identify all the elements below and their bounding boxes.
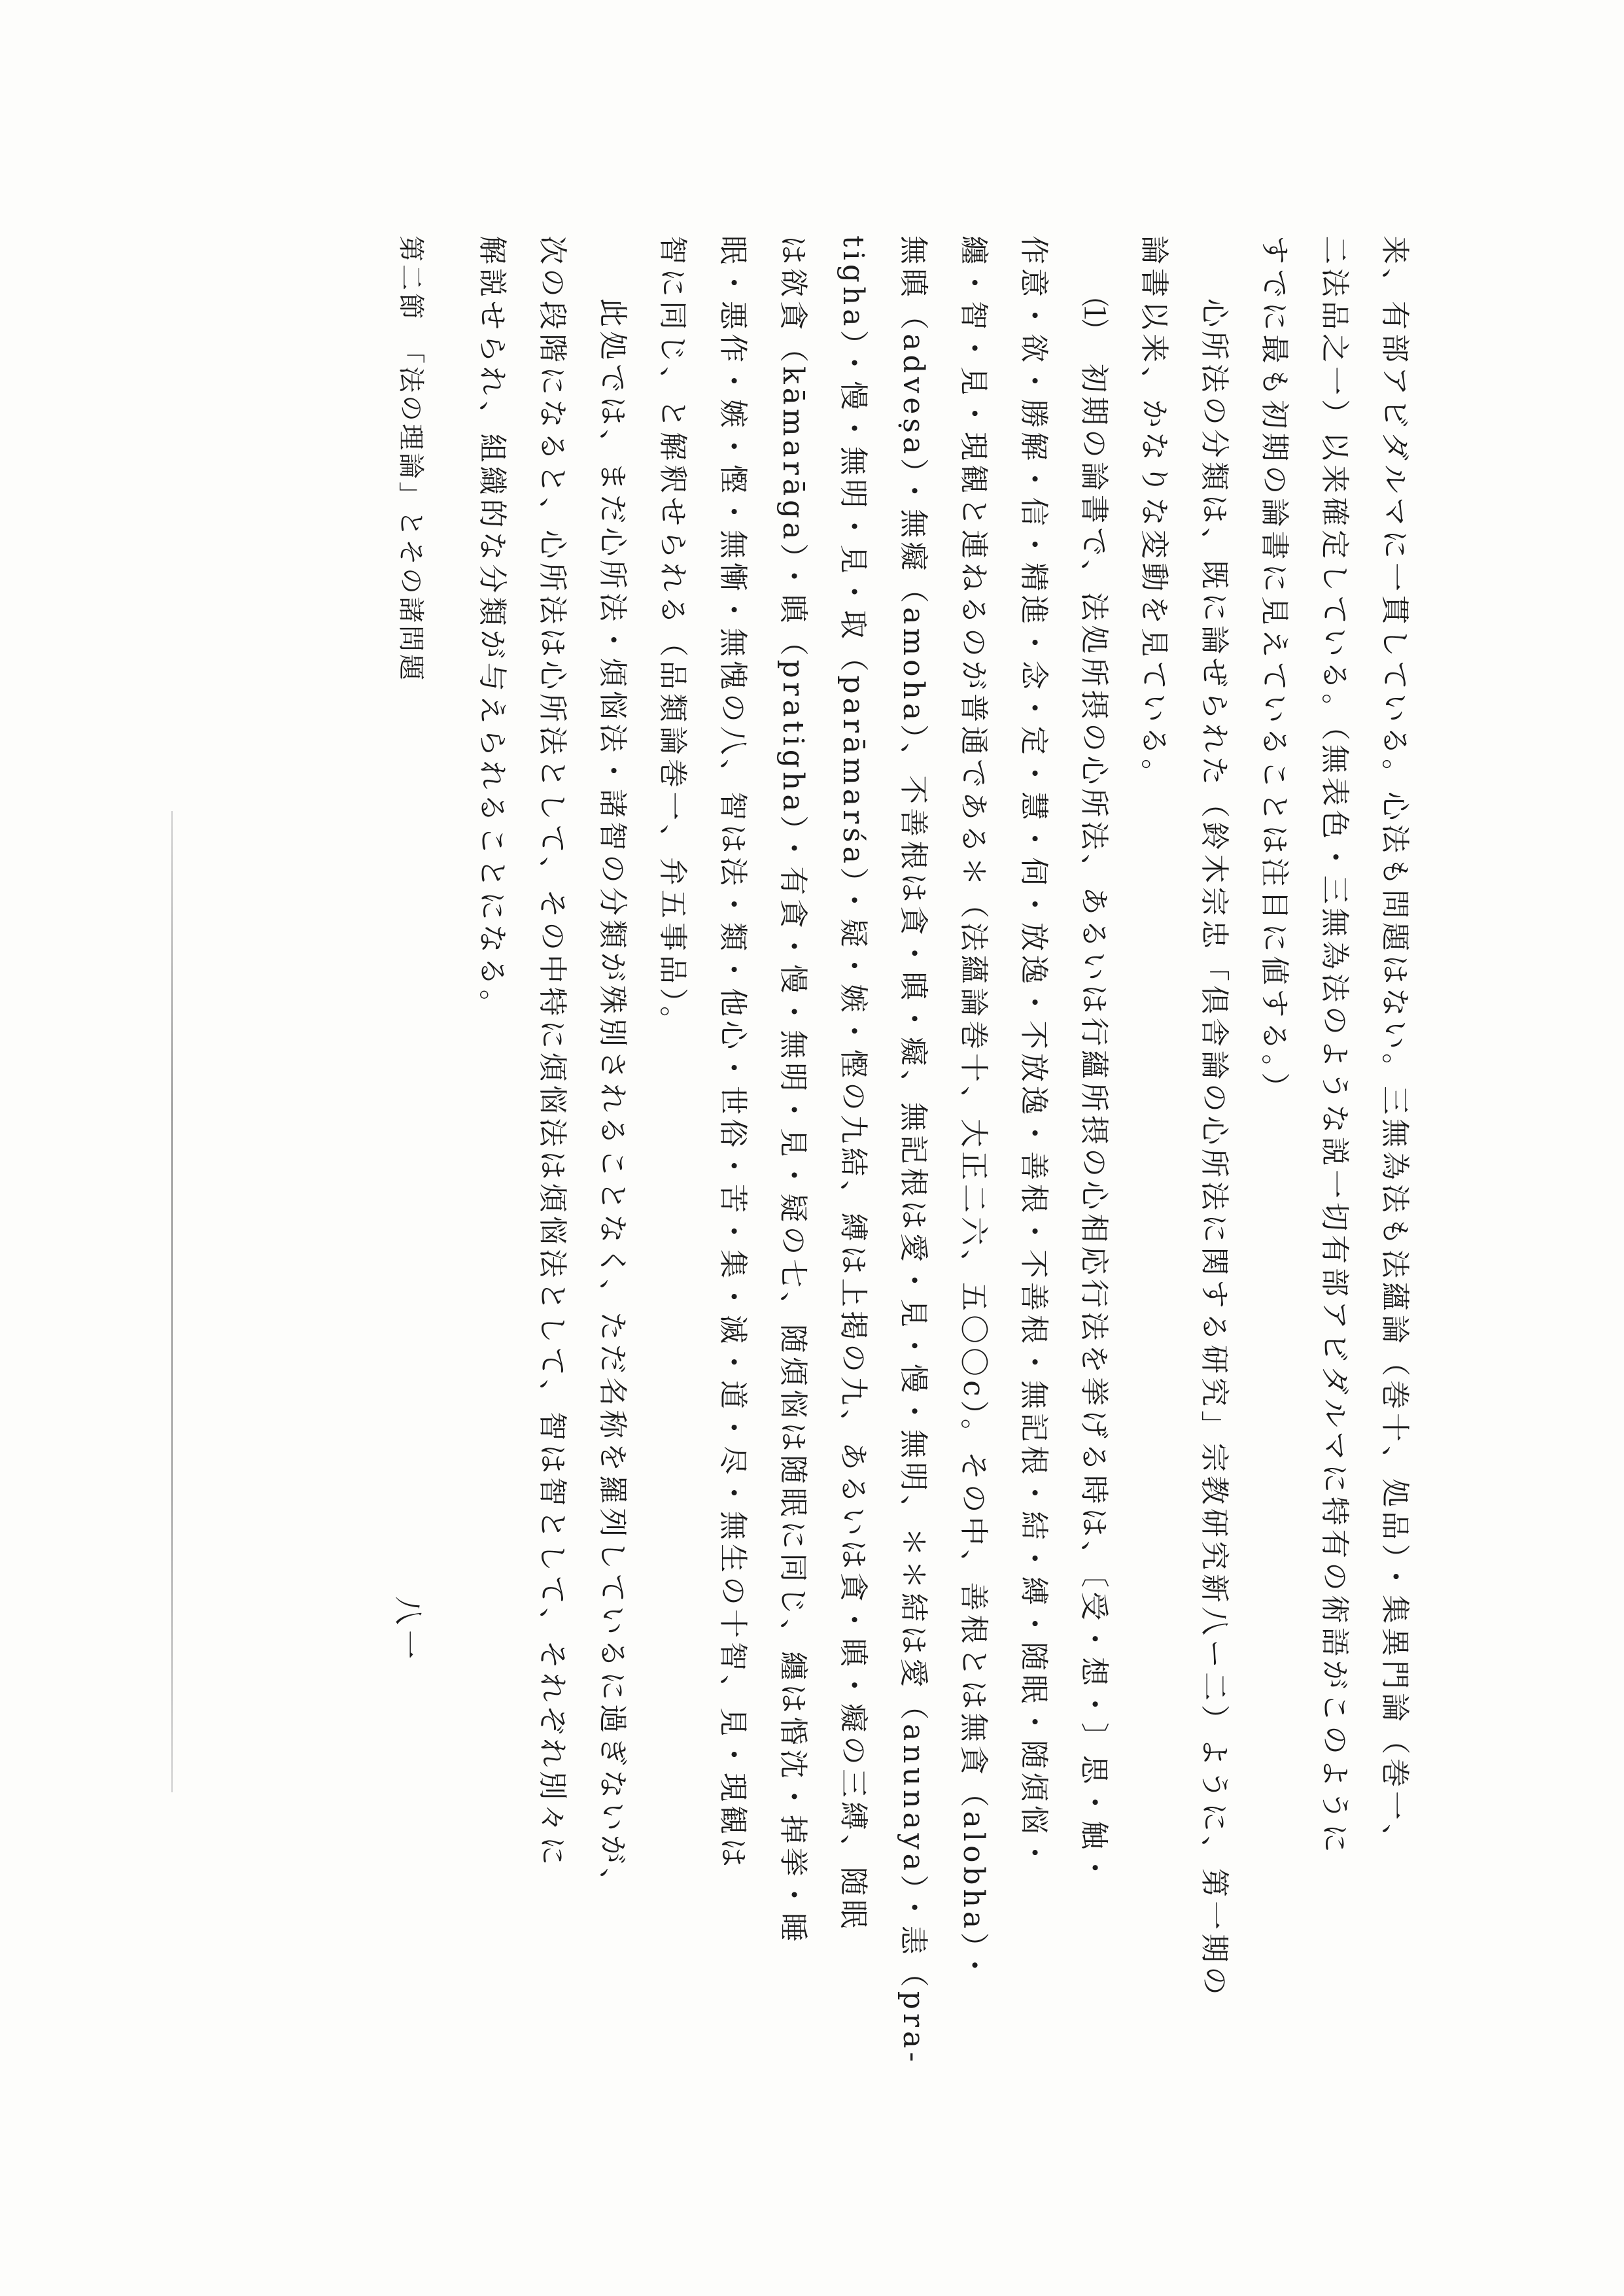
text-line: すでに最も初期の論書に見えていることは注目に値する。）: [1258, 235, 1291, 1105]
binding-gutter-line: [171, 811, 173, 1792]
text-line: 次の段階になると、心所法は心所法として、その中特に煩悩法は煩悩法として、智は智として、それぞれ別々に: [536, 235, 569, 1870]
text-line: 纏・智・見・現観と連ねるのが普通である＊（法蘊論巻十、大正二六、五〇〇c）。その中、善根とは無貪（alobha）・: [957, 235, 990, 1984]
text-line: 論書以来、かなりな変動を見ている。: [1137, 235, 1171, 791]
running-footer: 第二節 「法の理論」とその諸問題: [396, 235, 426, 683]
rotated-text-block: [301, 235, 1413, 2066]
text-line: は欲貪（kāmarāga）・瞋（pratigha）・有貪・慢・無明・見・疑の七、随煩悩は随眠に同じ、纏は惛沈・掉挙・睡: [776, 235, 810, 1946]
text-line: ⑴ 初期の論書で、法処所摂の心所法、あるいは行蘊所摂の心相応行法を挙げる時は、〔受・想・〕思・触・: [1077, 298, 1111, 1887]
text-line: 二法品之一）以来確定している。（無表色・三無為法のような説一切有部アビダルマに特有の術語がこのように: [1318, 235, 1351, 1856]
page-number: 八一: [391, 1596, 424, 1664]
text-line: 無瞋（adveṣa）・無癡（amoha）、不善根は貪・瞋・癡、無記根は愛・見・慢・無明、＊＊結は愛（anunaya）・恚（pra-: [897, 235, 930, 2066]
text-line: 来、有部アビダルマに一貫している。心法も問題はない。三無為法も法蘊論（巻十、処品）・集異門論（巻一、: [1378, 235, 1411, 1856]
text-line: 智に同じ、と解釈せられる（品類論巻一、弁五事品）。: [656, 235, 689, 1039]
text-line: 解説せられ、組織的な分類が与えられることになる。: [475, 235, 509, 1022]
text-line: 作意・欲・勝解・信・精進・念・定・慧・伺・放逸・不放逸・善根・不善根・無記根・結・縛・随眠・随煩悩・: [1017, 235, 1050, 1871]
text-line: 此処では、まだ心所法・煩悩法・諸智の分類が殊別されることなく、ただ名称を羅列しているに過ぎないが、: [596, 298, 629, 1901]
text-line: tigha）・慢・無明・見・取（parāmarśa）・疑・嫉・慳の九結、縛は上掲の九、あるいは貪・瞋・癡の三縛、随眠: [837, 235, 870, 1932]
text-line: 心所法の分類は、既に論ぜられた（鈴木宗忠「倶舎論の心所法に関する研究」宗教研究新八ー二）ように、第一期の: [1198, 298, 1231, 1999]
text-line: 眠・悪作・嫉・慳・無慚・無愧の八、智は法・類・他心・世俗・苦・集・滅・道・尽・無生の十智、見・現観は: [716, 235, 750, 1871]
